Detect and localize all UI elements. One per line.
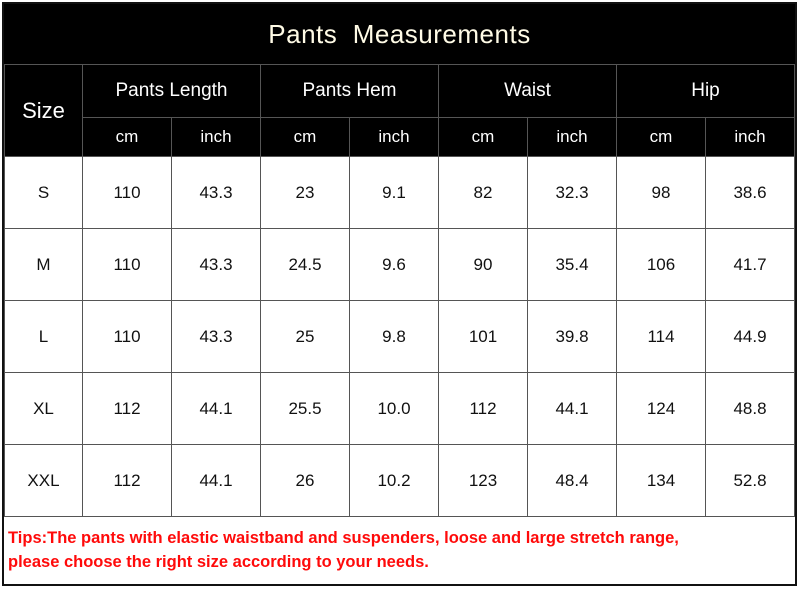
measurement-cell: 25.5 <box>261 373 350 445</box>
measurement-cell: 101 <box>439 301 528 373</box>
measurement-cell: 110 <box>83 229 172 301</box>
measurement-cell: 10.2 <box>350 445 439 517</box>
group-header-waist: Waist <box>439 65 617 118</box>
measurement-cell: 48.8 <box>706 373 795 445</box>
measurement-cell: 44.1 <box>172 445 261 517</box>
measurement-cell: 110 <box>83 301 172 373</box>
measurement-cell: 112 <box>83 445 172 517</box>
group-header-pants-hem: Pants Hem <box>261 65 439 118</box>
measurement-cell: 39.8 <box>528 301 617 373</box>
measurement-cell: 23 <box>261 157 350 229</box>
measurement-cell: 41.7 <box>706 229 795 301</box>
size-cell: XL <box>5 373 83 445</box>
measurement-cell: 112 <box>439 373 528 445</box>
measurement-cell: 10.0 <box>350 373 439 445</box>
size-column-header: Size <box>5 65 83 157</box>
measurement-cell: 9.1 <box>350 157 439 229</box>
size-cell: XXL <box>5 445 83 517</box>
measurement-cell: 98 <box>617 157 706 229</box>
unit-header: cm <box>617 118 706 157</box>
tips-line-2: please choose the right size according to your needs. <box>8 553 429 571</box>
measurement-cell: 112 <box>83 373 172 445</box>
measurement-cell: 52.8 <box>706 445 795 517</box>
table-row <box>5 301 795 373</box>
unit-header: cm <box>261 118 350 157</box>
unit-header: cm <box>439 118 528 157</box>
group-header-pants-length: Pants Length <box>83 65 261 118</box>
measurement-cell: 90 <box>439 229 528 301</box>
measurement-cell: 134 <box>617 445 706 517</box>
measurement-table <box>4 64 795 517</box>
measurement-cell: 38.6 <box>706 157 795 229</box>
measurement-cell: 43.3 <box>172 229 261 301</box>
table-row <box>5 445 795 517</box>
size-cell: L <box>5 301 83 373</box>
unit-header: inch <box>350 118 439 157</box>
measurement-cell: 44.1 <box>172 373 261 445</box>
measurement-cell: 44.9 <box>706 301 795 373</box>
measurement-cell: 24.5 <box>261 229 350 301</box>
measurement-cell: 82 <box>439 157 528 229</box>
measurement-cell: 35.4 <box>528 229 617 301</box>
group-header-hip: Hip <box>617 65 795 118</box>
table-row <box>5 229 795 301</box>
chart-title: Pants Measurements <box>4 4 795 64</box>
measurement-cell: 106 <box>617 229 706 301</box>
measurement-cell: 114 <box>617 301 706 373</box>
table-row <box>5 157 795 229</box>
measurement-cell: 124 <box>617 373 706 445</box>
unit-header: cm <box>83 118 172 157</box>
measurement-cell: 123 <box>439 445 528 517</box>
measurement-cell: 48.4 <box>528 445 617 517</box>
measurement-cell: 32.3 <box>528 157 617 229</box>
size-chart <box>2 2 797 586</box>
measurement-cell: 25 <box>261 301 350 373</box>
measurement-cell: 43.3 <box>172 301 261 373</box>
measurement-cell: 26 <box>261 445 350 517</box>
unit-header: inch <box>528 118 617 157</box>
size-cell: M <box>5 229 83 301</box>
measurement-cell: 9.8 <box>350 301 439 373</box>
table-row <box>5 373 795 445</box>
unit-header: inch <box>172 118 261 157</box>
measurement-cell: 110 <box>83 157 172 229</box>
tips-line-1: Tips:The pants with elastic waistband and suspenders, loose and large stretch range, <box>8 529 679 547</box>
unit-header: inch <box>706 118 795 157</box>
measurement-cell: 44.1 <box>528 373 617 445</box>
tips-note <box>8 526 788 574</box>
table-body <box>5 157 795 517</box>
measurement-cell: 9.6 <box>350 229 439 301</box>
measurement-cell: 43.3 <box>172 157 261 229</box>
size-cell: S <box>5 157 83 229</box>
